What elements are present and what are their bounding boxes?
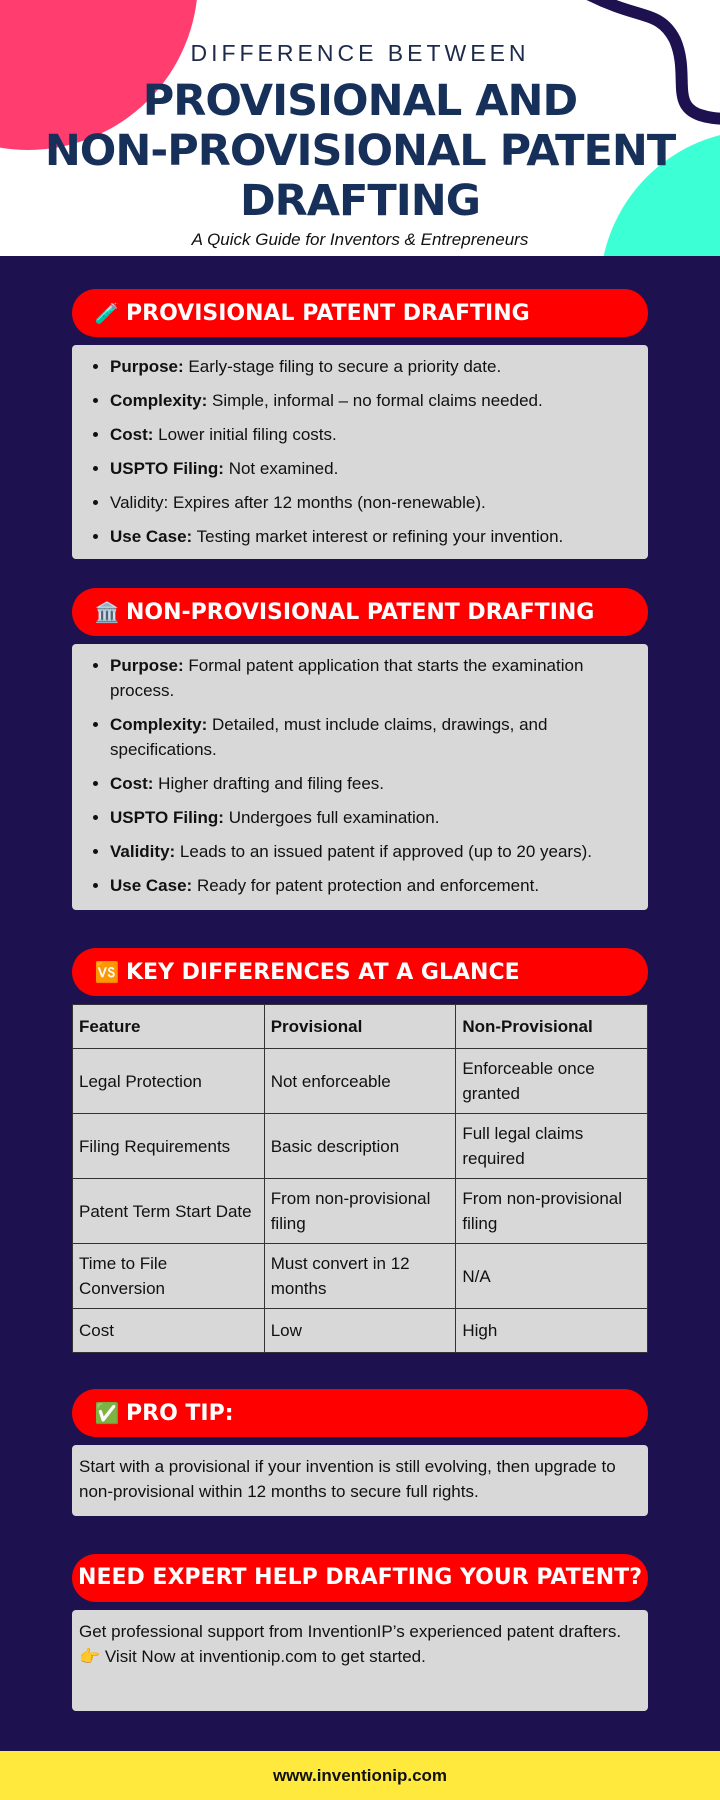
list-item: • Use Case: Ready for patent protection and enforcement. — [110, 873, 634, 898]
table-cell: Cost — [73, 1309, 265, 1353]
footer-url-link[interactable]: www.inventionip.com — [272, 1766, 448, 1785]
table-row — [73, 1179, 648, 1244]
table-cell: Low — [264, 1309, 456, 1353]
title-line: PROVISIONAL AND — [142, 76, 578, 126]
differences-heading — [72, 948, 648, 996]
table-row — [73, 1114, 648, 1179]
header — [0, 0, 720, 256]
column-header: Non-Provisional — [456, 1005, 648, 1049]
page-kicker: DIFFERENCE BETWEEN — [190, 40, 530, 66]
table-row — [73, 1049, 648, 1114]
table-row — [73, 1309, 648, 1353]
test-tube-icon: 🧪 — [94, 301, 120, 325]
table-cell: Must convert in 12 months — [264, 1244, 456, 1309]
table-cell: From non-provisional filing — [456, 1179, 648, 1244]
provisional-heading-label: PROVISIONAL PATENT DRAFTING — [126, 301, 530, 326]
provisional-heading — [72, 289, 648, 337]
cta-link[interactable] — [79, 1644, 640, 1669]
vs-icon: 🆚 — [94, 960, 120, 984]
table-cell: Full legal claims required — [456, 1114, 648, 1179]
title-line: NON-PROVISIONAL PATENT — [44, 126, 676, 176]
list-item: • Purpose: Early-stage filing to secure a priority date. — [110, 354, 634, 379]
cta-heading-label: NEED EXPERT HELP DRAFTING YOUR PATENT? — [78, 1565, 642, 1590]
provisional-card — [72, 345, 648, 559]
title-line: DRAFTING — [239, 176, 481, 226]
list-item: • USPTO Filing: Not examined. — [110, 456, 634, 481]
protip-heading-label: PRO TIP: — [126, 1401, 234, 1426]
table-cell: Time to File Conversion — [73, 1244, 265, 1309]
table-header-row — [73, 1005, 648, 1049]
cta-link-label: Visit Now at inventionip.com to get started. — [100, 1647, 426, 1666]
list-item: • Use Case: Testing market interest or refining your invention. — [110, 524, 634, 549]
table-cell: Patent Term Start Date — [73, 1179, 265, 1244]
table-cell: Basic description — [264, 1114, 456, 1179]
table-cell: Legal Protection — [73, 1049, 265, 1114]
table-row — [73, 1244, 648, 1309]
list-item: • Cost: Lower initial filing costs. — [110, 422, 634, 447]
footer — [0, 1751, 720, 1800]
list-item: • Validity: Leads to an issued patent if approved (up to 20 years). — [110, 839, 634, 864]
list-item: • Cost: Higher drafting and filing fees. — [110, 771, 634, 796]
protip-heading — [72, 1389, 648, 1437]
nonprovisional-heading — [72, 588, 648, 636]
protip-card — [72, 1445, 648, 1516]
list-item: • USPTO Filing: Undergoes full examination. — [110, 805, 634, 830]
page-subtitle: A Quick Guide for Inventors & Entrepreneurs — [191, 230, 529, 249]
list-item: • Complexity: Simple, informal – no formal claims needed. — [110, 388, 634, 413]
column-header: Provisional — [264, 1005, 456, 1049]
list-item: • Complexity: Detailed, must include claims, drawings, and specifications. — [110, 712, 634, 762]
differences-table — [72, 1004, 648, 1353]
table-cell: Filing Requirements — [73, 1114, 265, 1179]
page-title — [0, 76, 720, 226]
cta-heading — [72, 1554, 648, 1602]
differences-heading-label: KEY DIFFERENCES AT A GLANCE — [126, 960, 520, 985]
check-mark-icon: ✅ — [94, 1401, 120, 1425]
cta-text: Get professional support from InventionIP’s experienced patent drafters. — [79, 1622, 622, 1641]
column-header: Feature — [73, 1005, 265, 1049]
cta-card — [72, 1610, 648, 1711]
protip-text: Start with a provisional if your invention is still evolving, then upgrade to non-provisional within 12 months to secure full rights. — [79, 1457, 616, 1501]
provisional-list — [72, 354, 648, 549]
classical-building-icon: 🏛️ — [94, 600, 120, 624]
nonprovisional-list — [72, 653, 648, 898]
table-cell: From non-provisional filing — [264, 1179, 456, 1244]
pointing-hand-icon: 👉 — [79, 1647, 101, 1666]
list-item: • Validity: Expires after 12 months (non-renewable). — [110, 490, 634, 515]
table-cell: N/A — [456, 1244, 648, 1309]
nonprovisional-heading-label: NON-PROVISIONAL PATENT DRAFTING — [126, 600, 595, 625]
nonprovisional-card — [72, 644, 648, 910]
table-cell: Enforceable once granted — [456, 1049, 648, 1114]
table-cell: High — [456, 1309, 648, 1353]
list-item: • Purpose: Formal patent application that starts the examination process. — [110, 653, 634, 703]
table-cell: Not enforceable — [264, 1049, 456, 1114]
